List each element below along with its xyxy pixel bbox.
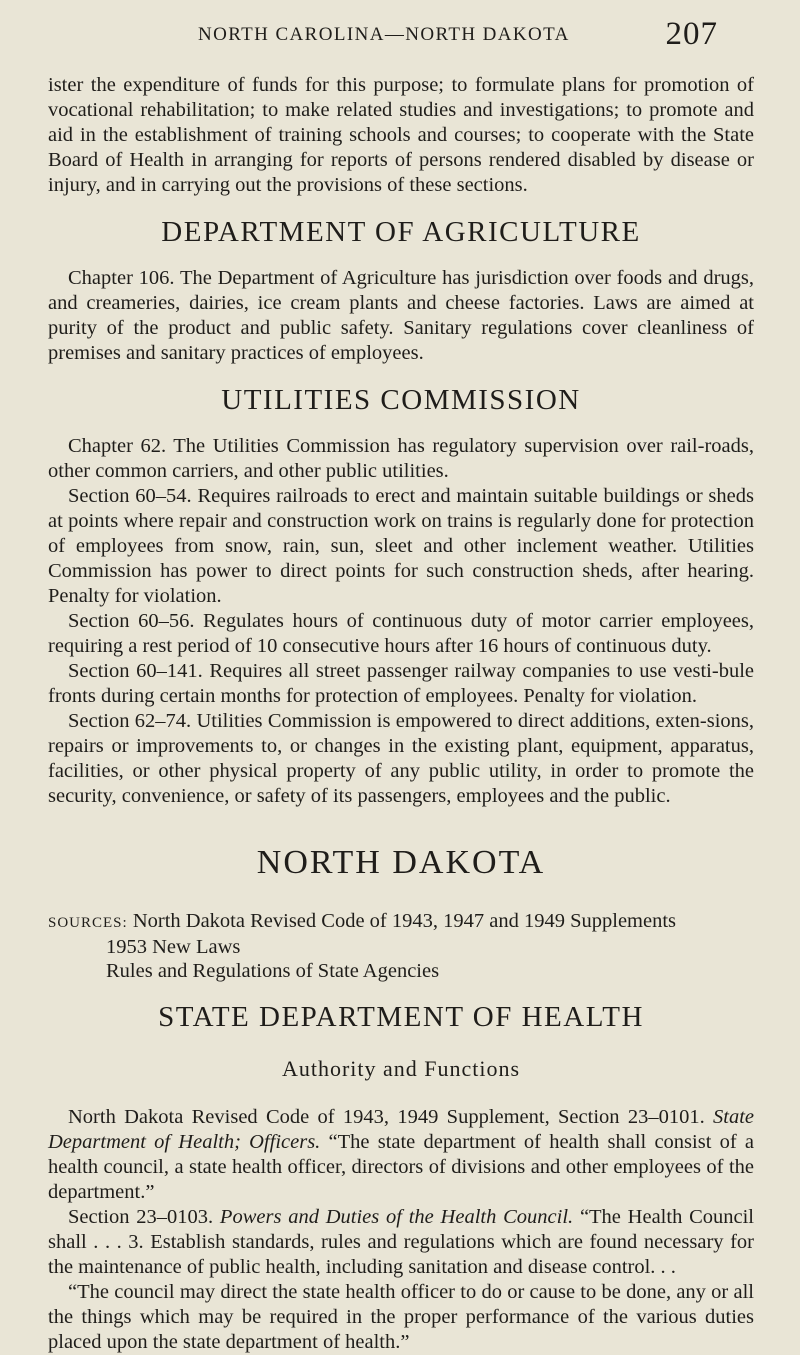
source-line-3	[48, 959, 754, 983]
paragraph-utilities-3: Section 60–56. Regulates hours of continuous duty of motor carrier employees, requiring a rest period of 10 consecutive hours after 16 hours of continuous duty.	[48, 610, 754, 657]
health-1-text: North Dakota Revised Code of 1943, 1949 Supplement, Section 23–0101.	[68, 1106, 705, 1128]
intro-paragraph: ister the expenditure of funds for this purpose; to formulate plans for promotion of vocational rehabilitation; to make related studies and investigations; to promote and aid in the establishment of training schools and courses; to cooperate with the State Board of Health in arranging for reports of persons rendered disabled by disease or injury, and in carrying out the provisions of these sections.	[48, 74, 754, 196]
health-1-rest: “The state department of health shall consist of a health council, a state health officer, directors of divisions and other employees of the department.”	[48, 1131, 754, 1203]
paragraph-health-1	[48, 1105, 754, 1205]
sources-label: SOURCES:	[48, 915, 128, 931]
paragraph-utilities-2: Section 60–54. Requires railroads to erect and maintain suitable buildings or sheds at points where repair and construction work on trains is regularly done for protection of employees from snow, rain, sun, sleet and other inclement weather. Utilities Commission has power to direct points for such construction sheds, after hearing. Penalty for violation.	[48, 485, 754, 607]
health-2-rest: “The Health Council shall . . . 3. Establish standards, rules and regulations which are found necessary for the maintenance of public health, including sanitation and disease control. . .	[48, 1206, 755, 1278]
heading-health: STATE DEPARTMENT OF HEALTH	[158, 1001, 644, 1033]
page-number: 207	[665, 16, 718, 52]
subheading-authority: Authority and Functions	[281, 1056, 521, 1081]
source-item: North Dakota Revised Code of 1943, 1947 and 1949 Supplements	[132, 910, 677, 932]
paragraph-health-2	[48, 1205, 754, 1280]
health-2-text: Section 23–0103.	[68, 1206, 214, 1228]
health-1-italic: State Department of Health; Officers.	[48, 1106, 755, 1153]
source-item: Rules and Regulations of State Agencies	[106, 960, 440, 982]
paragraph-utilities-1: Chapter 62. The Utilities Commission has regulatory supervision over rail-roads, other common carriers, and other public utilities.	[48, 435, 754, 482]
heading-utilities: UTILITIES COMMISSION	[221, 384, 581, 416]
heading-agriculture: DEPARTMENT OF AGRICULTURE	[161, 216, 641, 248]
heading-north-dakota: NORTH DAKOTA	[256, 844, 546, 881]
source-item: 1953 New Laws	[106, 936, 241, 958]
source-line-2	[48, 935, 754, 959]
paragraph-health-3: “The council may direct the state health officer to do or cause to be done, any or all the things which may be required in the proper performance of the various duties placed upon the state department of health.”	[48, 1281, 754, 1353]
sources-block	[48, 909, 754, 983]
body-text	[48, 73, 754, 1355]
paragraph-agriculture: Chapter 106. The Department of Agriculture has jurisdiction over foods and drugs, and creameries, dairies, ice cream plants and cheese factories. Laws are aimed at purity of the product and public safety. Sanitary regulations cover cleanliness of premises and sanitary practices of employees.	[48, 267, 754, 364]
running-title: NORTH CAROLINA—NORTH DAKOTA	[198, 24, 570, 45]
health-2-italic: Powers and Duties of the Health Council.	[219, 1206, 574, 1228]
paragraph-utilities-4: Section 60–141. Requires all street passenger railway companies to use vesti-bule fronts during certain months for protection of employees. Penalty for violation.	[48, 660, 754, 707]
source-line-1	[48, 909, 754, 935]
running-header	[0, 14, 800, 54]
paragraph-utilities-5: Section 62–74. Utilities Commission is empowered to direct additions, exten-sions, repairs or improvements to, or changes in the existing plant, equipment, apparatus, facilities, or other physical property of any public utility, in order to promote the security, convenience, or safety of its passengers, employees and the public.	[48, 710, 754, 807]
